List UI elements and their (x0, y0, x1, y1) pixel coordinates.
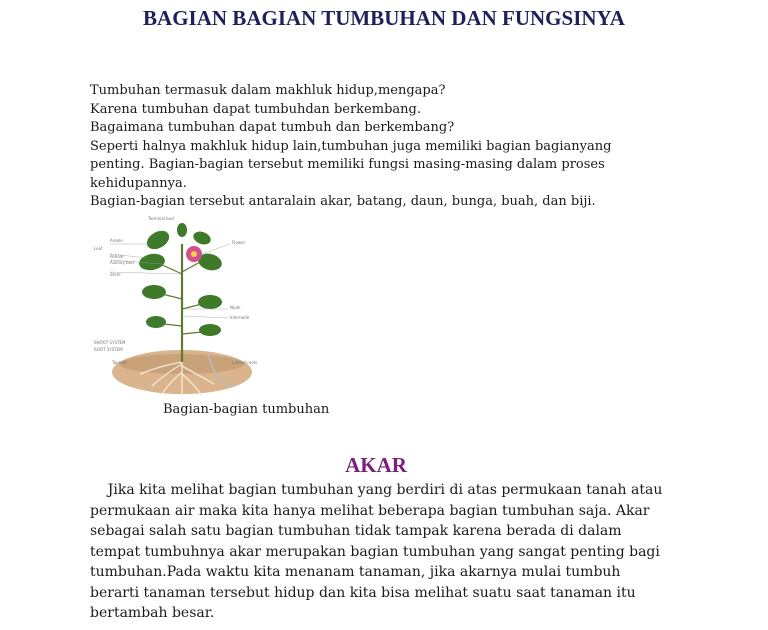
label-terminal-bud: Terminal bud (148, 216, 174, 221)
leaves (138, 223, 224, 336)
intro-line: Karena tumbuhan dapat tumbuhdan berkembang. (90, 101, 421, 117)
label-node: Node (230, 305, 241, 310)
paragraph-line: tumbuhan.Pada waktu kita menanam tanaman, jika akarnya mulai tumbuh (90, 564, 621, 580)
flower (186, 246, 202, 262)
label-axillary-bud: Axillary bud (110, 260, 134, 265)
label-stem: Stem (110, 272, 121, 277)
paragraph-line: permukaan air maka kita hanya melihat beberapa bagian tumbuhan saja. Akar (90, 502, 650, 519)
label-petiole: Petiole (110, 254, 124, 259)
paragraph-line: bertambah besar. (90, 605, 215, 621)
intro-line: kehidupannya. (90, 175, 187, 191)
intro-line: penting. Bagian-bagian tersebut memiliki fungsi masing-masing dalam proses (90, 157, 605, 172)
paragraph-line: berarti tanaman tersebut hidup dan kita bisa melihat suatu saat tanaman itu (90, 584, 636, 601)
label-taproot: Taproot (112, 360, 127, 365)
page-title: BAGIAN BAGIAN TUMBUHAN DAN FUNGSINYA (143, 6, 625, 30)
figure-caption: Bagian-bagian tumbuhan (163, 402, 330, 417)
intro-line: Tumbuhan termasuk dalam makhluk hidup,mengapa? (90, 83, 446, 98)
label-flower: Flower (232, 240, 246, 245)
paragraph-line: Jika kita melihat bagian tumbuhan yang berdiri di atas permukaan tanah atau (90, 482, 663, 498)
label-areole: Areole (110, 238, 123, 243)
plant-diagram-image (90, 214, 268, 400)
intro-line: Bagian-bagian tersebut antaralain akar, batang, daun, bunga, buah, dan biji. (90, 194, 596, 209)
label-internode: Internode (230, 315, 250, 320)
paragraph-line: tempat tumbuhnya akar merupakan bagian tumbuhan yang sangat penting bagi (90, 543, 660, 560)
akar-paragraph (90, 480, 690, 624)
label-lateral-roots: Lateral roots (232, 360, 258, 365)
intro-line: Seperti halnya makhluk hidup lain,tumbuhan juga memiliki bagian bagianyang (90, 138, 612, 154)
paragraph-line: sebagai salah satu bagian tumbuhan tidak tampak karena berada di dalam (90, 523, 622, 539)
intro-paragraph (90, 82, 650, 212)
label-root-system: ROOT SYSTEM (94, 347, 123, 352)
label-leaf: Leaf (94, 246, 103, 251)
plant-diagram (90, 214, 268, 400)
section-heading-akar: AKAR (345, 453, 407, 477)
intro-line: Bagaimana tumbuhan dapat tumbuh dan berkembang? (90, 120, 455, 135)
label-shoot-system: SHOOT SYSTEM (94, 340, 126, 345)
